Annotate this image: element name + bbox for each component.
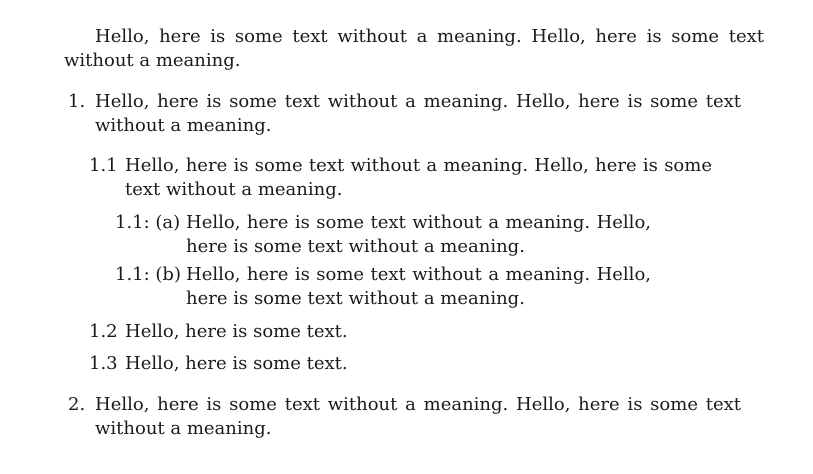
list-item-label: 2.	[68, 394, 86, 415]
list-item-text: Hello, here is some text without a meaning. Hello, here is some text without a meaning.	[186, 212, 651, 257]
list-item-label: 1.2	[89, 321, 118, 342]
list-item-text: Hello, here is some text without a meaning. Hello, here is some text without a meaning.	[186, 264, 651, 309]
list-item-label: 1.1	[89, 155, 118, 176]
list-item-label: 1.3	[89, 353, 118, 374]
list-item-text: Hello, here is some text without a meaning. Hello, here is some text without a meaning.	[95, 394, 741, 439]
list-item-text: Hello, here is some text.	[125, 321, 348, 342]
list-item-text: Hello, here is some text without a meaning. Hello, here is some text without a meaning.	[125, 155, 712, 200]
list-item-label: 1.1: (b)	[115, 264, 181, 285]
intro-paragraph: Hello, here is some text without a meaning. Hello, here is some text without a meaning.	[64, 26, 764, 71]
list-item-text: Hello, here is some text.	[125, 353, 348, 374]
list-item-text: Hello, here is some text without a meaning. Hello, here is some text without a meaning.	[95, 91, 741, 136]
list-item-label: 1.1: (a)	[115, 212, 181, 233]
list-item-label: 1.	[68, 91, 86, 112]
